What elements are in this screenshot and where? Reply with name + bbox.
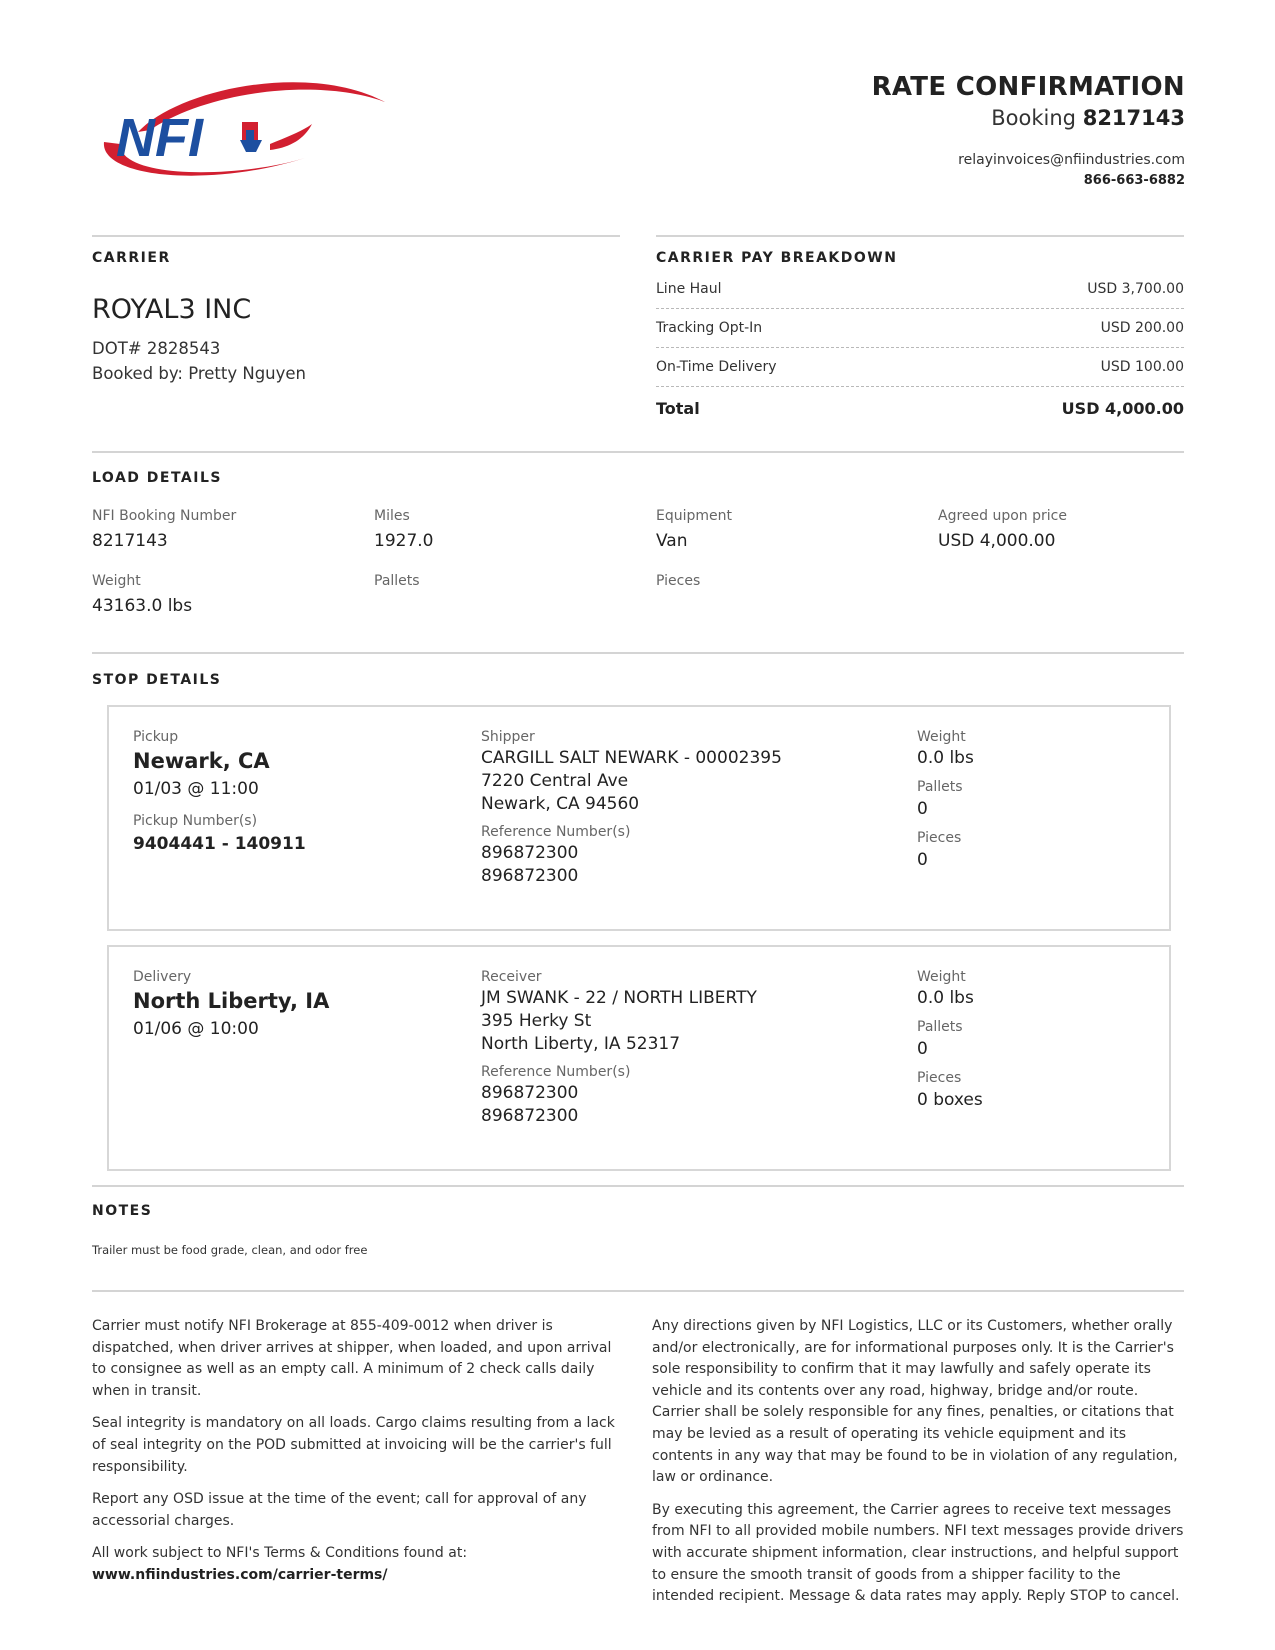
pieces-label: Pieces bbox=[917, 1070, 962, 1086]
pallets-value: 0 bbox=[917, 799, 928, 819]
pallets-label: Pallets bbox=[917, 779, 963, 795]
stop-city: Newark, CA bbox=[133, 749, 270, 773]
field-label: Miles bbox=[374, 508, 410, 524]
pay-row-label: On-Time Delivery bbox=[656, 359, 777, 375]
terms-paragraph: Any directions given by NFI Logistics, LLC or its Customers, whether orally and/or electronically, are for informational purposes only. It is the Carrier's sole responsibility to confirm that it may lawfully and safely operate its vehicle and its contents over any road, highway, bridge and/or route. Carrier shall be solely responsible for any fines, penalties, or citations that may be levied as a result of operating its vehicle equipment and its contents in any way that may be found to be in violation of any regulation, law or ordinance. bbox=[652, 1318, 1178, 1486]
pay-row-amount: USD 200.00 bbox=[1100, 320, 1184, 336]
stop-datetime: 01/03 @ 11:00 bbox=[133, 779, 259, 799]
party-label: Shipper bbox=[481, 729, 535, 745]
party-name: JM SWANK - 22 / NORTH LIBERTY bbox=[481, 988, 757, 1008]
stop-location-column bbox=[133, 729, 453, 856]
stops-section-title: STOP DETAILS bbox=[92, 672, 222, 688]
field-value bbox=[656, 596, 938, 618]
carrier-terms-link[interactable]: www.nfiindustries.com/carrier-terms/ bbox=[92, 1566, 388, 1583]
pay-row-label: Tracking Opt-In bbox=[656, 320, 763, 336]
notes-divider bbox=[92, 1185, 1184, 1187]
terms-right-column bbox=[652, 1316, 1187, 1619]
terms-divider bbox=[92, 1290, 1184, 1292]
carrier-section-title: CARRIER bbox=[92, 250, 171, 266]
reference-label: Reference Number(s) bbox=[481, 1064, 631, 1080]
weight-value: 0.0 lbs bbox=[917, 748, 974, 768]
stop-datetime: 01/06 @ 10:00 bbox=[133, 1019, 259, 1039]
pay-section-title: CARRIER PAY BREAKDOWN bbox=[656, 250, 898, 266]
pay-row bbox=[656, 348, 1184, 387]
field-value: USD 4,000.00 bbox=[938, 531, 1056, 551]
logo-text: NFI bbox=[116, 108, 203, 168]
terms-paragraph: Carrier must notify NFI Brokerage at 855-409-0012 when driver is dispatched, when driver arrives at shipper, when loaded, and upon arrival to consignee as well as an empty call. A minimum of 2 check calls daily when in transit. bbox=[92, 1318, 612, 1399]
pallets-label: Pallets bbox=[917, 1019, 963, 1035]
pay-breakdown-section bbox=[656, 250, 1184, 430]
reference-number: 896872300 bbox=[481, 1106, 579, 1126]
load-field bbox=[938, 508, 1184, 553]
document-title: RATE CONFIRMATION bbox=[871, 72, 1185, 102]
field-label: Weight bbox=[92, 573, 141, 589]
pay-row bbox=[656, 309, 1184, 348]
stop-quantity-column bbox=[917, 729, 1147, 872]
pickup-number-label: Pickup Number(s) bbox=[133, 813, 258, 829]
field-label: Pieces bbox=[656, 573, 701, 589]
stop-city: North Liberty, IA bbox=[133, 989, 330, 1013]
carrier-divider bbox=[92, 235, 620, 237]
load-field bbox=[374, 573, 656, 618]
stop-location-column bbox=[133, 969, 453, 1039]
terms-link-intro: All work subject to NFI's Terms & Conditions found at: bbox=[92, 1545, 468, 1562]
stop-type-label: Pickup bbox=[133, 729, 179, 745]
terms-paragraph bbox=[92, 1543, 624, 1586]
pay-row-amount: USD 100.00 bbox=[1100, 359, 1184, 375]
terms-paragraph: By executing this agreement, the Carrier agrees to receive text messages from NFI to all provided mobile numbers. NFI text messages provide drivers with accurate shipment information, clear instructions, and helpful support to ensure the smooth transit of goods from a shipper facility to the intended recipient. Message & data rates may apply. Reply STOP to cancel. bbox=[652, 1501, 1184, 1605]
notes-section-title: NOTES bbox=[92, 1203, 153, 1219]
notes-text: Trailer must be food grade, clean, and odor free bbox=[92, 1243, 368, 1257]
carrier-section bbox=[92, 250, 620, 383]
notes-section bbox=[92, 1203, 367, 1257]
contact-email[interactable]: relayinvoices@nfiindustries.com bbox=[958, 152, 1185, 168]
document-header bbox=[872, 72, 1185, 188]
pieces-value: 0 bbox=[917, 850, 928, 870]
weight-label: Weight bbox=[917, 969, 966, 985]
weight-label: Weight bbox=[917, 729, 966, 745]
pay-row-amount: USD 3,700.00 bbox=[1087, 281, 1184, 297]
party-address-line1: 7220 Central Ave bbox=[481, 771, 629, 791]
load-field bbox=[374, 508, 656, 553]
pallets-value: 0 bbox=[917, 1039, 928, 1059]
carrier-dot: DOT# 2828543 bbox=[92, 339, 221, 358]
booking-line bbox=[872, 106, 1185, 130]
reference-label: Reference Number(s) bbox=[481, 824, 631, 840]
terms-paragraph: Report any OSD issue at the time of the event; call for approval of any accessorial charges. bbox=[92, 1491, 587, 1529]
stop-type-label: Delivery bbox=[133, 969, 192, 985]
load-divider bbox=[92, 451, 1184, 453]
field-value: 1927.0 bbox=[374, 531, 434, 551]
terms-left-column bbox=[92, 1316, 624, 1598]
pieces-value: 0 boxes bbox=[917, 1090, 983, 1110]
field-value bbox=[374, 596, 656, 618]
pay-total-row bbox=[656, 387, 1184, 430]
booked-by: Booked by: Pretty Nguyen bbox=[92, 364, 307, 383]
load-section-title: LOAD DETAILS bbox=[92, 470, 222, 486]
load-field bbox=[92, 508, 374, 553]
pay-row-label: Line Haul bbox=[656, 281, 722, 297]
field-value: 8217143 bbox=[92, 531, 168, 551]
field-value: Van bbox=[656, 531, 688, 551]
pickup-number: 9404441 - 140911 bbox=[133, 834, 306, 854]
pay-total-amount: USD 4,000.00 bbox=[1061, 399, 1184, 418]
field-label: NFI Booking Number bbox=[92, 508, 237, 524]
pay-total-label: Total bbox=[656, 399, 700, 418]
reference-number: 896872300 bbox=[481, 1083, 579, 1103]
carrier-name: ROYAL3 INC bbox=[92, 294, 252, 325]
load-field bbox=[656, 508, 938, 553]
pay-divider bbox=[656, 235, 1184, 237]
load-field bbox=[92, 573, 374, 618]
field-value: 43163.0 lbs bbox=[92, 596, 193, 616]
party-address-line2: North Liberty, IA 52317 bbox=[481, 1034, 681, 1054]
booking-label: Booking bbox=[991, 106, 1077, 130]
reference-number: 896872300 bbox=[481, 843, 579, 863]
party-label: Receiver bbox=[481, 969, 542, 985]
party-address-line1: 395 Herky St bbox=[481, 1011, 592, 1031]
stop-quantity-column bbox=[917, 969, 1147, 1112]
stops-divider bbox=[92, 652, 1184, 654]
load-field bbox=[656, 573, 938, 618]
nfi-logo bbox=[90, 70, 390, 185]
delivery-stop-card bbox=[107, 945, 1171, 1171]
pay-row bbox=[656, 270, 1184, 309]
pieces-label: Pieces bbox=[917, 830, 962, 846]
stop-party-column bbox=[481, 729, 901, 888]
party-name: CARGILL SALT NEWARK - 00002395 bbox=[481, 748, 782, 768]
stop-party-column bbox=[481, 969, 901, 1128]
load-details-grid bbox=[92, 508, 1184, 618]
booking-number: 8217143 bbox=[1082, 106, 1185, 130]
weight-value: 0.0 lbs bbox=[917, 988, 974, 1008]
field-label: Equipment bbox=[656, 508, 732, 524]
field-label: Agreed upon price bbox=[938, 508, 1067, 524]
pickup-stop-card bbox=[107, 705, 1171, 931]
contact-phone[interactable]: 866-663-6882 bbox=[1083, 173, 1185, 188]
terms-paragraph: Seal integrity is mandatory on all loads. Cargo claims resulting from a lack of seal integrity on the POD submitted at invoicing will be the carrier's full responsibility. bbox=[92, 1415, 615, 1475]
reference-number: 896872300 bbox=[481, 866, 579, 886]
load-details-section bbox=[92, 470, 1184, 618]
field-label: Pallets bbox=[374, 573, 420, 589]
party-address-line2: Newark, CA 94560 bbox=[481, 794, 640, 814]
